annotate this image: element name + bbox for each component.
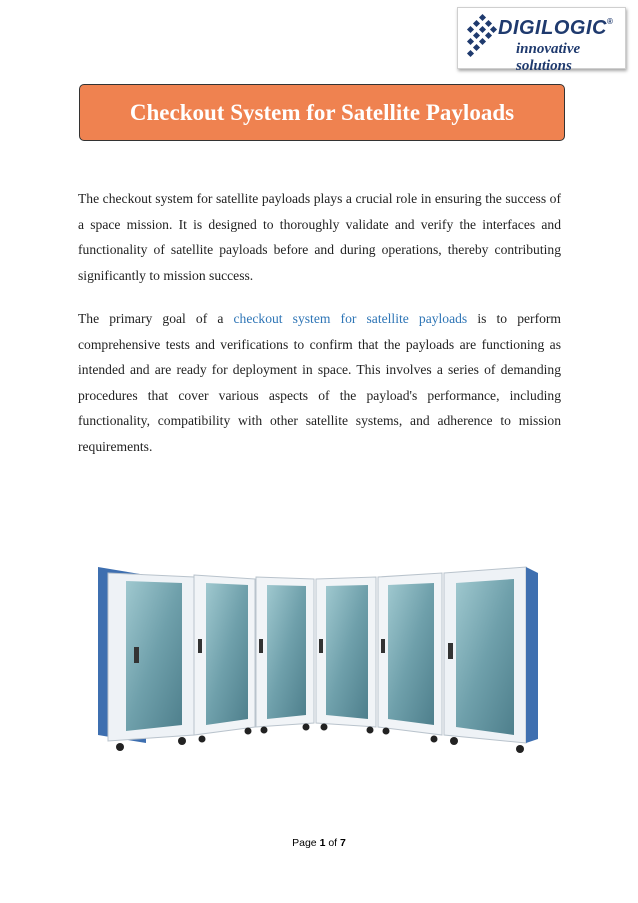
paragraph-goal: [78, 306, 561, 459]
checkout-system-link[interactable]: checkout system for satellite payloads: [233, 311, 468, 326]
checkout-racks-photo: [90, 535, 545, 770]
rack-cabinet: [378, 573, 442, 743]
page-title: Checkout System for Satellite Payloads: [129, 99, 515, 125]
footer-of-word: of: [328, 837, 338, 849]
footer-total-pages: 7: [340, 837, 346, 849]
footer-page-word: Page: [292, 837, 317, 849]
rack-cabinet: [98, 567, 194, 751]
logo-tagline: innovative solutions: [516, 41, 581, 74]
title-banner: [79, 84, 565, 141]
company-logo: [457, 7, 626, 74]
logo-brand-text: DIGILOGIC®: [498, 17, 614, 39]
paragraph-goal-text-end: is to perform comprehensive tests and verifications to confirm that the payloads are functioning as intended and are ready for deployment in space. This involves a series of demanding procedures that cover various aspects of the payload's performance, including functionality, compatibility with other satellite systems, and adherence to mission requirements.: [78, 311, 561, 454]
paragraph-intro: The checkout system for satellite payloads plays a crucial role in ensuring the success of a space mission. It is designed to thoroughly validate and verify the interfaces and functionality of satellite payloads before and during operations, thereby contributing significantly to mission success.: [78, 191, 561, 283]
rack-cabinet: [444, 567, 538, 753]
paragraph-goal-text-start: The primary goal of a: [78, 311, 234, 326]
rack-cabinet: [256, 577, 314, 734]
footer-current-page: 1: [319, 837, 326, 849]
rack-cabinet: [316, 577, 376, 734]
logo-mark-icon: [462, 13, 498, 63]
page-footer: [0, 837, 638, 849]
rack-cabinet: [194, 575, 255, 743]
